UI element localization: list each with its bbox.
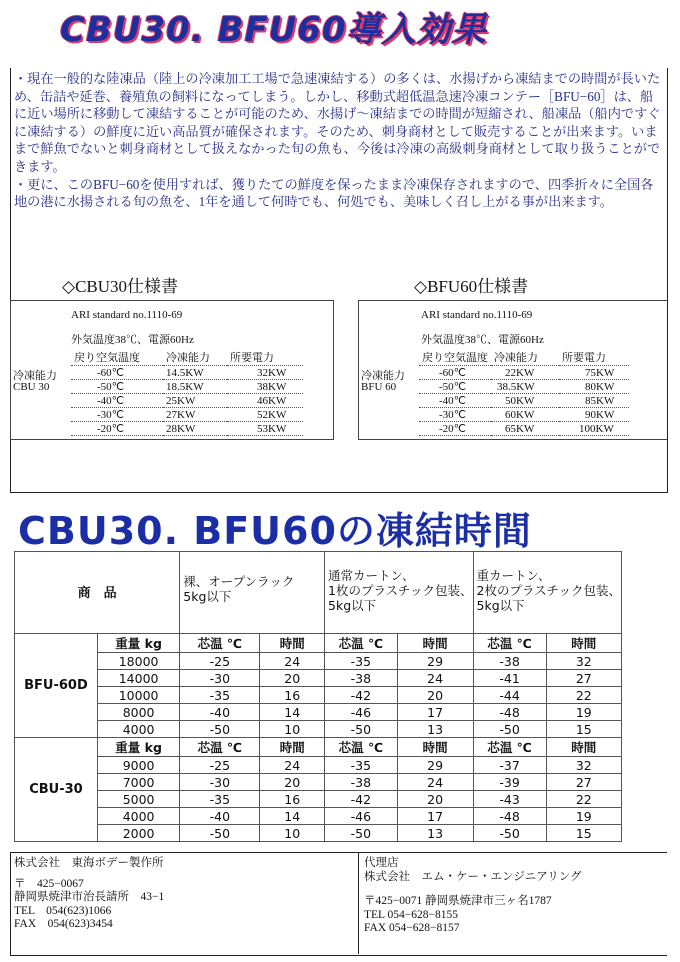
cbu-standard: ARI standard no.1110-69 (71, 309, 183, 321)
cbu-label: 冷凍能力 (13, 370, 57, 382)
maker-fax: FAX 054(623)3454 (14, 918, 113, 930)
table-row: -30℃ 27KW 52KW (71, 408, 303, 422)
bfu-spec-table (419, 349, 629, 436)
intro-text (14, 70, 664, 211)
cbu-spec-heading: ◇CBU30仕様書 (62, 277, 179, 296)
table-row: 5000 -35 16 -42 20 -43 22 (15, 791, 622, 808)
table-row: -50℃ 18.5KW 38KW (71, 380, 303, 394)
table-row: 9000 -25 24 -35 29 -37 32 (15, 757, 622, 774)
intro-paragraph-2: ・更に、このBFU−60を使用すれば、獲りたての鮮度を保ったまま冷凍保存されますので、四季折々に全国各地の港に水揚される旬の魚を、1年を通して何時でも、何処でも、美味しく召し上がる事が出来ます。 (14, 176, 654, 210)
table-row: 18000 -25 24 -35 29 -38 32 (15, 653, 622, 670)
table-row: 14000 -30 20 -38 24 -41 27 (15, 670, 622, 687)
table-row: -30℃ 60KW 90KW (419, 408, 629, 422)
agent-label: 代理店 (364, 855, 399, 869)
cbu-col-return-temp: 戻り空気温度 (71, 349, 163, 366)
bfu-spec-box (358, 300, 667, 440)
cbu-model-cell: CBU-30 (15, 738, 98, 842)
footer-divider (358, 852, 359, 954)
freeze-time-table: 商 品 裸、オープンラック 5kg以下 通常カートン、 1枚のプラスチック包装、 5kg以下 重カートン、 2枚のプラスチック包装、 5kg以下 BFU-60D 重量 kg 芯温 ℃ 時間 芯温 ℃ 時間 芯温 ℃ 時間 18000 -25 24 -35 29 -38 32 14000 -30 20 -38 24 -41 27 10000 -35 16 -42 20 -44 22 8000 -40 14 -46 17 -48 19 4000 -50 10 -50 13 -50 15 CBU-30 重量 kg 芯温 ℃ 時間 芯温 ℃ 時間 芯温 ℃ 時間 9000 -25 24 -35 29 -37 32 7000 -30 20 -38 24 -39 27 5000 -35 16 -42 20 -43 22 4000 -40 14 -46 17 -48 19 2000 -50 10 -50 13 -50 15 (14, 551, 622, 842)
agent-address: 〒425−0071 静岡県焼津市三ヶ名1787 (364, 895, 552, 907)
bfu-col-power: 所要電力 (559, 349, 629, 366)
product-header: 商 品 (15, 552, 180, 634)
agent-tel: TEL 054−628−8155 (364, 908, 458, 921)
maker-address: 静岡県焼津市治長請所 43−1 (14, 891, 165, 903)
table-row: -20℃ 28KW 53KW (71, 422, 303, 436)
intro-paragraph-1: ・現在一般的な陸凍品（陸上の冷凍加工工場で急速凍結する）の多くは、水揚げから凍結までの時間が長いため、缶詰や延巻、養殖魚の飼料になってしまう。しかし、移動式超低温急速冷凍コンテー［BFU−60］は、船に近い場所に移動して凍結することが可能のため、水揚げ〜凍結までの時間が短縮され、船凍品（船内ですぐに凍結する）の鮮度に近い高品質が確保されます。そのため、刺身商材として販売することが出来ます。いままで鮮魚でないと刺身商材として扱えなかった旬の魚も、今後は冷凍の高級刺身商材として取り扱うことができます。 (14, 71, 661, 174)
maker-postal: 〒 425−0067 (14, 877, 84, 890)
bfu-conditions: 外気温度38℃、電源60Hz (421, 334, 544, 346)
cbu-col-capacity: 冷凍能力 (163, 349, 227, 366)
table-row: -40℃ 50KW 85KW (419, 394, 629, 408)
page-title: CBU30. BFU60導入効果 (60, 10, 487, 50)
table-row: -60℃ 22KW 75KW (419, 366, 629, 380)
cbu-col-power: 所要電力 (227, 349, 303, 366)
maker-company: 株式会社 東海ボデー製作所 (14, 855, 164, 869)
agent-company: 株式会社 エム・ケー・エンジニアリング (364, 868, 582, 883)
bfu-col-capacity: 冷凍能力 (491, 349, 559, 366)
bfu-standard: ARI standard no.1110-69 (421, 309, 533, 321)
table-row: -50℃ 38.5KW 80KW (419, 380, 629, 394)
cbu-conditions: 外気温度38℃、電源60Hz (71, 334, 194, 346)
pkg1-header: 裸、オープンラック 5kg以下 (180, 552, 325, 634)
table-row: 8000 -40 14 -46 17 -48 19 (15, 704, 622, 721)
cbu-spec-box (10, 300, 334, 440)
table-row: -60℃ 14.5KW 32KW (71, 366, 303, 380)
pkg2-header: 通常カートン、 1枚のプラスチック包装、 5kg以下 (325, 552, 473, 634)
bfu-spec-heading: ◇BFU60仕様書 (414, 277, 529, 296)
table-row: 7000 -30 20 -38 24 -39 27 (15, 774, 622, 791)
footer-right (364, 856, 582, 936)
table-row: 4000 -40 14 -46 17 -48 19 (15, 808, 622, 825)
table-row: 2000 -50 10 -50 13 -50 15 (15, 825, 622, 842)
agent-fax: FAX 054−628−8157 (364, 922, 460, 934)
footer-left (14, 856, 164, 932)
freeze-time-title: CBU30. BFU60の凍結時間 (18, 509, 532, 553)
table-row: 4000 -50 10 -50 13 -50 15 (15, 721, 622, 738)
maker-tel: TEL 054(623)1066 (14, 904, 112, 917)
table-row: -20℃ 65KW 100KW (419, 422, 629, 436)
cbu-spec-table (71, 349, 303, 436)
bfu-model: BFU 60 (361, 381, 397, 393)
cbu-model: CBU 30 (13, 381, 50, 393)
bfu-col-return-temp: 戻り空気温度 (419, 349, 491, 366)
bfu-model-cell: BFU-60D (15, 634, 98, 738)
bfu-label: 冷凍能力 (361, 370, 405, 382)
pkg3-header: 重カートン、 2枚のプラスチック包装、 5kg以下 (473, 552, 621, 634)
table-row: 10000 -35 16 -42 20 -44 22 (15, 687, 622, 704)
table-row: -40℃ 25KW 46KW (71, 394, 303, 408)
